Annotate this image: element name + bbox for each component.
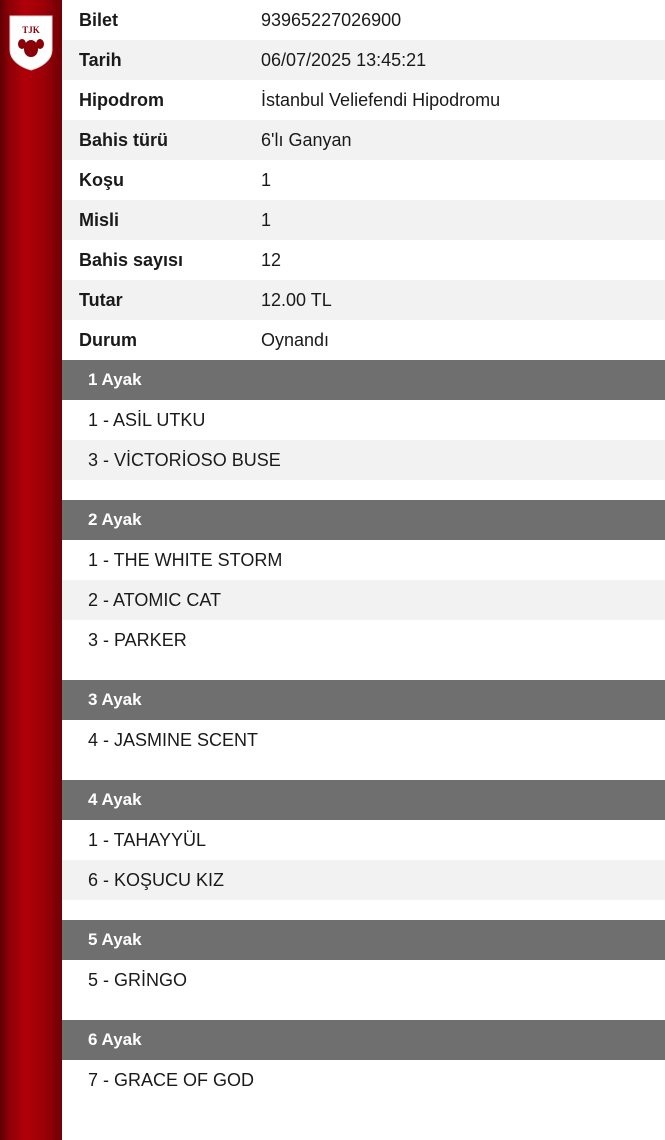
table-row	[62, 120, 665, 160]
info-label: Bahis sayısı	[79, 249, 184, 270]
info-value: 06/07/2025 13:45:21	[261, 49, 427, 70]
info-value: 6'lı Ganyan	[261, 129, 352, 150]
list-item[interactable]: 3 - VİCTORİOSO BUSE	[62, 440, 665, 480]
info-value: 93965227026900	[261, 9, 402, 30]
table-row	[62, 200, 665, 240]
list-item[interactable]: 1 - ASİL UTKU	[62, 400, 665, 440]
table-row	[62, 40, 665, 80]
info-label: Durum	[79, 329, 137, 350]
list-item[interactable]: 6 - KOŞUCU KIZ	[62, 860, 665, 900]
leg-header: 2 Ayak	[62, 500, 665, 540]
info-label: Hipodrom	[79, 89, 164, 110]
table-row	[62, 0, 665, 40]
ticket-content	[62, 0, 665, 1140]
leg-header: 4 Ayak	[62, 780, 665, 820]
tjk-shield-logo	[8, 14, 54, 72]
table-row	[62, 240, 665, 280]
leg-header: 6 Ayak	[62, 1020, 665, 1060]
info-value: 1	[261, 209, 272, 230]
leg-spacer	[62, 760, 665, 780]
table-row	[62, 320, 665, 360]
info-value: Oynandı	[261, 329, 330, 350]
info-label: Koşu	[79, 169, 124, 190]
leg-spacer	[62, 1100, 665, 1120]
ticket-info-table	[62, 0, 665, 360]
leg-header: 1 Ayak	[62, 360, 665, 400]
leg-spacer	[62, 480, 665, 500]
info-label: Bahis türü	[79, 129, 169, 150]
leg-spacer	[62, 1000, 665, 1020]
info-label: Misli	[79, 209, 120, 230]
table-row	[62, 80, 665, 120]
info-value: 1	[261, 169, 272, 190]
brand-rail	[0, 0, 62, 1140]
info-value: İstanbul Veliefendi Hipodromu	[261, 89, 501, 110]
list-item[interactable]: 7 - GRACE OF GOD	[62, 1060, 665, 1100]
leg-header: 3 Ayak	[62, 680, 665, 720]
list-item[interactable]: 4 - JASMINE SCENT	[62, 720, 665, 760]
leg-header: 5 Ayak	[62, 920, 665, 960]
list-item[interactable]: 2 - ATOMIC CAT	[62, 580, 665, 620]
info-value: 12.00 TL	[261, 289, 332, 310]
list-item[interactable]: 5 - GRİNGO	[62, 960, 665, 1000]
list-item[interactable]: 1 - TAHAYYÜL	[62, 820, 665, 860]
leg-spacer	[62, 660, 665, 680]
leg-spacer	[62, 900, 665, 920]
info-label: Bilet	[79, 9, 119, 30]
info-label: Tarih	[79, 49, 122, 70]
info-label: Tutar	[79, 289, 123, 310]
table-row	[62, 280, 665, 320]
info-value: 12	[261, 249, 282, 270]
list-item[interactable]: 3 - PARKER	[62, 620, 665, 660]
svg-text:TJK: TJK	[22, 25, 40, 35]
table-row	[62, 160, 665, 200]
list-item[interactable]: 1 - THE WHITE STORM	[62, 540, 665, 580]
